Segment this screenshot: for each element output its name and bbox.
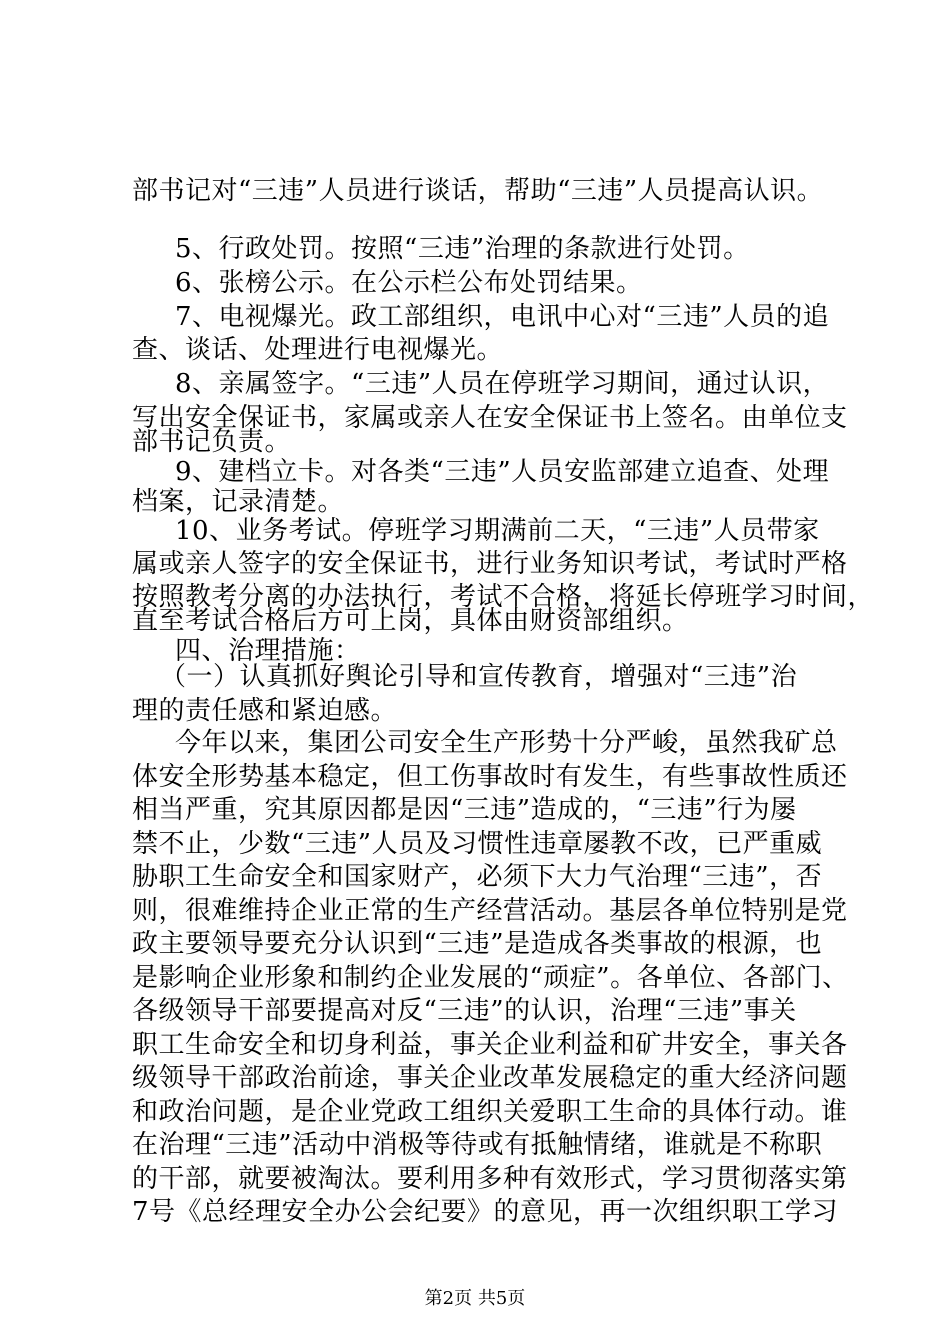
page-number: 第2页 共5页 <box>424 1288 526 1309</box>
text-line: 属或亲人签字的安全保证书，进行业务知识考试，考试时严格 <box>132 549 848 579</box>
text-line: 今年以来，集团公司安全生产形势十分严峻，虽然我矿总 <box>175 728 838 758</box>
text-line: 理的责任感和紧迫感。 <box>132 696 398 726</box>
text-line: 档案，记录清楚。 <box>132 487 345 517</box>
text-line: 9、建档立卡。对各类“三违”人员安监部建立追查、处理 <box>175 457 830 487</box>
subsection-heading: （一）认真抓好舆论引导和宣传教育，增强对“三违”治 <box>160 662 798 692</box>
text-line: 5、行政处罚。按照“三违”治理的条款进行处罚。 <box>175 234 750 264</box>
text-line: 7、电视爆光。政工部组织，电讯中心对“三违”人员的追 <box>175 302 830 332</box>
text-line: 相当严重，究其原因都是因“三违”造成的，“三违”行为屡 <box>132 795 797 825</box>
text-line: 禁不止，少数“三违”人员及习惯性违章屡教不改，已严重威 <box>132 829 823 859</box>
text-line: 和政治问题，是企业党政工组织关爱职工生命的具体行动。谁 <box>132 1097 848 1127</box>
text-line: 各级领导干部要提高对反“三违”的认识，治理“三违”事关 <box>132 996 797 1026</box>
text-line: 在治理“三违”活动中消极等待或有抵触情绪，谁就是不称职 <box>132 1130 823 1160</box>
text-line: 的干部，就要被淘汰。要利用多种有效形式，学习贯彻落实第 <box>132 1164 848 1194</box>
text-line: 写出安全保证书，家属或亲人在安全保证书上签名。由单位支 <box>132 403 848 433</box>
text-line: 政主要领导要充分认识到“三违”是造成各类事故的根源，也 <box>132 929 823 959</box>
text-line: 查、谈话、处理进行电视爆光。 <box>132 335 504 365</box>
text-line: 10、业务考试。停班学习期满前二天，“三违”人员带家 <box>175 516 820 546</box>
text-line: 是影响企业形象和制约企业发展的“顽症”。各单位、各部门、 <box>132 963 849 993</box>
text-line: 职工生命安全和切身利益，事关企业利益和矿井安全，事关各 <box>132 1030 848 1060</box>
text-line: 部书记负责。 <box>132 427 292 457</box>
text-line: 则，很难维持企业正常的生产经营活动。基层各单位特别是党 <box>132 896 848 926</box>
text-line: 按照教考分离的办法执行，考试不合格，将延长停班学习时间， <box>132 582 875 612</box>
text-line: 6、张榜公示。在公示栏公布处罚结果。 <box>175 268 643 298</box>
text-line: 直至考试合格后方可上岗，具体由财资部组织。 <box>132 606 689 636</box>
text-line: 7号《总经理安全办公会纪要》的意见，再一次组织职工学习 <box>132 1197 839 1227</box>
text-line: 胁职工生命安全和国家财产，必须下大力气治理“三违”，否 <box>132 862 823 892</box>
text-line: 8、亲属签字。“三违”人员在停班学习期间，通过认识， <box>175 369 830 399</box>
text-line: 级领导干部政治前途，事关企业改革发展稳定的重大经济问题 <box>132 1063 848 1093</box>
text-line: 部书记对“三违”人员进行谈话，帮助“三违”人员提高认识。 <box>132 176 824 206</box>
text-line: 体安全形势基本稳定，但工伤事故时有发生，有些事故性质还 <box>132 762 848 792</box>
section-heading: 四、治理措施： <box>175 636 361 666</box>
